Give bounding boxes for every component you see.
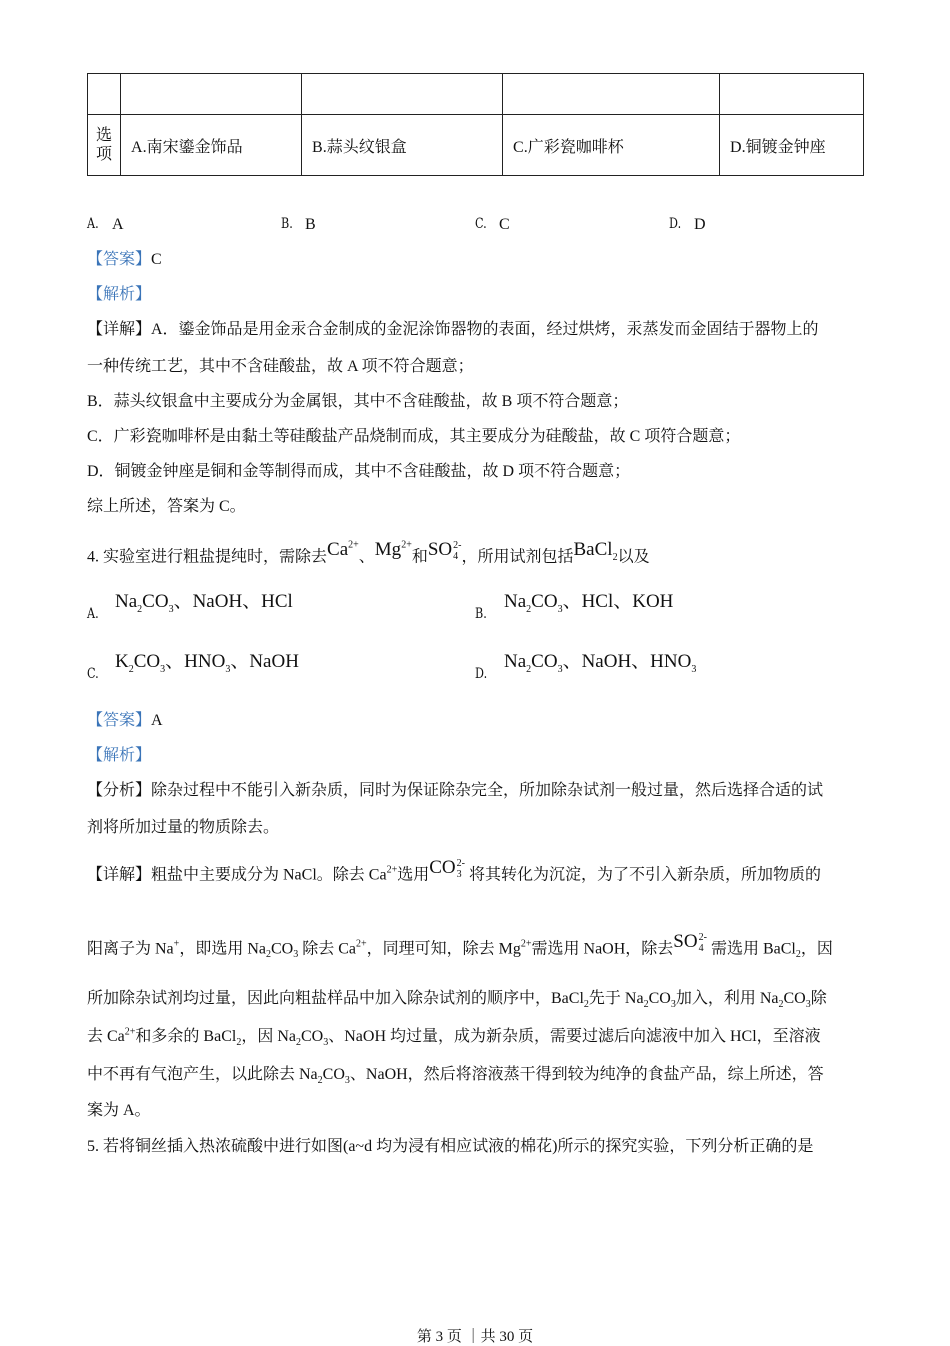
subscript: 3 — [805, 999, 811, 1011]
superscript: 2- — [698, 932, 707, 943]
q4-choice-c[interactable] — [115, 651, 299, 675]
formula — [504, 591, 532, 615]
superscript: 2- — [456, 858, 465, 869]
formula — [115, 651, 134, 675]
q4-analysis-tag: 【解析】 — [87, 747, 152, 764]
formula-base: SO — [427, 539, 453, 561]
text-run: B．蒜头纹银盒中主要成分为金属银，其中不含硅酸盐，故 B 项不符合题意； — [87, 393, 629, 410]
formula — [673, 931, 707, 952]
subscript: 2 — [128, 663, 134, 675]
text-run: 选用 — [397, 866, 430, 884]
text-run: 4. 实验室进行粗盐提纯时，需除去 — [87, 548, 328, 566]
table-cell: B.蒜头纹银盒 — [302, 115, 503, 176]
subscript: 3 — [293, 949, 299, 961]
text-run: 【详解】A．鎏金饰品是用金汞合金制成的金泥涂饰器物的表面，经过烘烤，汞蒸发而金固结于器物上的 — [87, 321, 819, 338]
choice-label: C. — [475, 216, 487, 232]
formula-base: HNO — [184, 651, 226, 672]
subscript: 2 — [526, 663, 532, 675]
text-run: 以及 — [617, 548, 650, 566]
formula-base: Na — [115, 591, 138, 612]
text-run: 和 — [411, 548, 428, 566]
formula — [521, 940, 532, 957]
text-run: 【详解】粗盐中主要成分为 NaCl。除去 Ca — [87, 866, 387, 884]
text-run: CO — [301, 1028, 324, 1045]
table-cell: D.铜镀金钟座 — [720, 115, 864, 176]
formula — [327, 539, 359, 560]
subscript: 2 — [778, 999, 784, 1011]
text-run: 、 — [358, 548, 375, 566]
text-line — [87, 1027, 821, 1047]
text-run: 和多余的 BaCl — [135, 1028, 237, 1045]
choice-b[interactable]: B — [305, 216, 316, 233]
text-run: 一种传统工艺，其中不含硅酸盐，故 A 项不符合题意； — [87, 358, 474, 375]
subscript: 4 — [453, 551, 459, 562]
answer-tag: 【答案】 — [87, 712, 152, 729]
q5-stem — [87, 1137, 813, 1157]
formula-base: CO — [133, 651, 161, 672]
subscript: 3 — [225, 663, 231, 675]
superscript: 2+ — [124, 1026, 136, 1038]
formula — [573, 539, 618, 564]
sub-sup — [699, 932, 707, 954]
formula-base: K — [115, 651, 129, 672]
table-head: 选项 — [88, 115, 121, 176]
q4-choice-b[interactable] — [504, 591, 674, 615]
text-run: 除 — [810, 990, 827, 1007]
text-run: ，即选用 Na — [179, 940, 266, 958]
choice-d[interactable]: D — [694, 216, 706, 233]
text-run: 案为 A。 — [87, 1102, 151, 1119]
text-line — [87, 858, 821, 885]
choice-label: A. — [87, 216, 99, 232]
text-run: 阳离子为 Na — [87, 940, 174, 958]
superscript: 2+ — [401, 540, 412, 552]
text-line — [87, 1101, 151, 1121]
text-run: 、NaOH — [230, 651, 299, 672]
subscript: 3 — [344, 1075, 350, 1087]
formula — [531, 651, 563, 675]
table-cell: A.南宋鎏金饰品 — [121, 115, 302, 176]
text-line — [87, 989, 827, 1009]
text-line — [87, 320, 819, 340]
text-run: ，所用试剂包括 — [461, 548, 574, 566]
formula — [142, 591, 174, 615]
choice-label: B. — [281, 216, 293, 232]
choice-label: B. — [475, 606, 487, 622]
text-line — [87, 357, 474, 377]
text-run: 、NaOH、 — [562, 651, 651, 672]
text-run: 先于 Na — [588, 990, 644, 1007]
subscript: 2 — [643, 999, 649, 1011]
subscript: 3 — [670, 999, 676, 1011]
choice-label: C. — [87, 666, 99, 682]
choice-label: A. — [87, 606, 99, 622]
text-line — [87, 818, 279, 838]
subscript: 2 — [265, 949, 271, 961]
formula — [184, 651, 231, 675]
formula-base: Mg — [374, 539, 402, 561]
formula-base: CO — [429, 857, 456, 879]
subscript: 2 — [137, 603, 143, 615]
q3-analysis-tag: 【解析】 — [87, 286, 152, 303]
text-run: 、NaOH 均过量，成为新杂质，需要过滤后向滤液中加入 HCl，至溶液 — [328, 1028, 821, 1045]
subscript: 2 — [612, 552, 618, 564]
text-run: 、NaOH，然后将溶液蒸干得到较为纯净的食盐产品，综上所述，答 — [349, 1066, 824, 1083]
text-run: 需选用 NaOH，除去 — [531, 940, 674, 958]
table-cell: C.广彩瓷咖啡杯 — [503, 115, 720, 176]
text-run: 将其转化为沉淀，为了不引入新杂质，所加物质的 — [464, 866, 821, 884]
formula-base: CO — [142, 591, 169, 612]
text-run: C．广彩瓷咖啡杯是由黏土等硅酸盐产品烧制而成，其主要成分为硅酸盐，故 C 项符合题意； — [87, 428, 741, 445]
answer-value: A — [151, 712, 163, 729]
subscript: 2 — [583, 999, 589, 1011]
formula — [115, 591, 143, 615]
choice-a[interactable]: A — [112, 216, 124, 233]
text-line — [87, 427, 740, 447]
superscript: + — [173, 939, 180, 951]
text-line — [87, 462, 630, 482]
formula-base: Na — [504, 591, 527, 612]
formula — [429, 857, 465, 878]
formula — [504, 651, 532, 675]
text-run: ，因 — [800, 940, 833, 958]
subscript: 4 — [698, 943, 704, 954]
subscript: 2 — [526, 603, 532, 615]
subscript: 3 — [168, 603, 174, 615]
formula — [125, 1028, 136, 1045]
subscript: 3 — [557, 663, 563, 675]
subscript: 3 — [691, 663, 697, 675]
formula-base: BaCl — [573, 539, 613, 561]
text-run: 需选用 BaCl — [706, 940, 796, 958]
superscript: 2+ — [386, 865, 398, 877]
text-run: CO — [322, 1066, 345, 1083]
subscript: 2 — [317, 1075, 323, 1087]
text-run: 综上所述，答案为 C。 — [87, 498, 246, 515]
text-run: 、NaOH、HCl — [173, 591, 293, 612]
text-run: 、HCl、KOH — [562, 591, 674, 612]
text-run: 去 Ca — [87, 1028, 125, 1045]
answer-value: C — [151, 251, 162, 268]
text-run: 所加除杂试剂均过量，因此向粗盐样品中加入除杂试剂的顺序中，BaCl — [87, 990, 584, 1007]
superscript: 2+ — [356, 939, 367, 951]
formula-base: CO — [531, 651, 558, 672]
formula — [531, 591, 563, 615]
subscript: 3 — [557, 603, 563, 615]
superscript: 2+ — [520, 939, 532, 951]
subscript: 2 — [795, 949, 801, 961]
q4-answer — [87, 711, 163, 731]
subscript: 2 — [296, 1037, 301, 1049]
text-run: ，同理可知，除去 Mg — [366, 940, 521, 958]
text-line — [87, 932, 833, 959]
text-line — [87, 781, 823, 801]
subscript: 3 — [456, 869, 462, 880]
formula-base: CO — [531, 591, 558, 612]
formula — [650, 651, 697, 675]
text-run: D．铜镀金钟座是铜和金等制得而成，其中不含硅酸盐，故 D 项不符合题意； — [87, 463, 631, 480]
text-line — [87, 392, 628, 412]
formula — [133, 651, 166, 675]
formula — [375, 539, 412, 560]
subscript: 3 — [323, 1037, 329, 1049]
text-line — [87, 497, 246, 517]
text-run: 5. 若将铜丝插入热浓硫酸中进行如图(a~d 均为浸有相应试液的棉花)所示的探究实验，下列分析正确的是 — [87, 1138, 814, 1155]
text-run: CO — [270, 940, 294, 958]
subscript: 2 — [236, 1037, 242, 1049]
choice-c[interactable]: C — [499, 216, 510, 233]
text-run: CO — [783, 990, 806, 1007]
answer-tag: 【答案】 — [87, 251, 152, 268]
formula — [387, 866, 398, 883]
superscript: 2- — [453, 540, 462, 551]
formula-base: SO — [673, 931, 698, 953]
text-run: 加入，利用 Na — [675, 990, 779, 1007]
sub-sup — [457, 858, 465, 880]
formula-base: HNO — [650, 651, 692, 672]
options-table — [87, 73, 864, 176]
text-run: CO — [648, 990, 671, 1007]
page-footer: 第 3 页 ｜共 30 页 — [416, 1329, 534, 1345]
subscript: 3 — [160, 663, 166, 675]
formula — [356, 940, 367, 957]
text-run: 、 — [165, 651, 185, 672]
q4-stem — [87, 540, 650, 567]
choice-label: D. — [475, 666, 488, 682]
formula-base: Na — [504, 651, 527, 672]
text-run: 中不再有气泡产生，以此除去 Na — [87, 1066, 318, 1083]
text-run: 剂将所加过量的物质除去。 — [87, 819, 280, 836]
q4-choice-a[interactable] — [115, 591, 293, 615]
formula — [428, 539, 462, 560]
choice-label: D. — [669, 216, 682, 232]
text-run: ，因 Na — [241, 1028, 296, 1045]
q3-answer — [87, 250, 162, 270]
text-line — [87, 1065, 824, 1085]
superscript: 2+ — [348, 540, 359, 552]
text-run: 【分析】除杂过程中不能引入新杂质，同时为保证除杂完全，所加除杂试剂一般过量，然后选择合适的试 — [87, 782, 824, 799]
text-run: 除去 Ca — [298, 940, 356, 958]
formula-base: Ca — [327, 539, 349, 561]
q4-choice-d[interactable] — [504, 651, 697, 675]
